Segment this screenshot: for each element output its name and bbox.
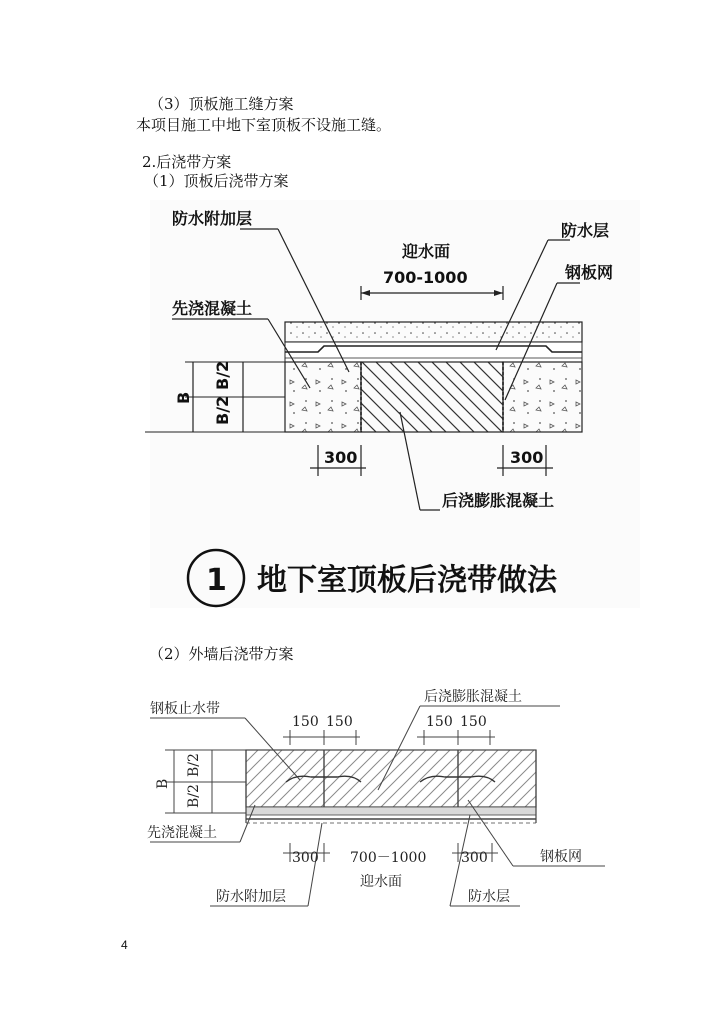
label-steel-mesh: 钢板网 (565, 263, 614, 282)
pre-cast-concrete-right (503, 362, 582, 432)
wall-waterproof-layer (246, 807, 536, 815)
expansion-concrete-band (361, 362, 503, 432)
label-steel-waterstop: 钢板止水带 (150, 701, 220, 717)
figure-exterior-wall-post-pour-band (147, 688, 605, 906)
label-B-half-bottom: B/2 (186, 784, 202, 808)
label-waterproof-layer: 防水层 (561, 221, 610, 240)
heading-roof-post-pour-band: （1）顶板后浇带方案 (144, 172, 289, 190)
paragraph-roof-construction-joint: 本项目施工中地下室顶板不设施工缝。 (136, 116, 392, 134)
label-300-right: 300 (461, 850, 488, 866)
pre-cast-concrete-left (285, 362, 361, 432)
heading-wall-post-pour-band: （2）外墙后浇带方案 (149, 645, 294, 663)
heading-post-pour-band: 2.后浇带方案 (142, 153, 232, 171)
label-300-left: 300 (292, 850, 319, 866)
label-150-a: 150 (292, 714, 319, 730)
label-expansion-concrete: 后浇膨胀混凝土 (442, 491, 555, 510)
caption-number: 1 (206, 563, 227, 598)
label-300-left: 300 (324, 448, 358, 467)
label-150-c: 150 (426, 714, 453, 730)
label-band-width: 700-1000 (383, 268, 468, 287)
label-steel-mesh: 钢板网 (540, 849, 582, 865)
label-B-half-bottom: B/2 (213, 395, 232, 425)
waterproof-layer (285, 342, 582, 362)
label-150-b: 150 (326, 714, 353, 730)
label-band-width: 700－1000 (350, 850, 427, 866)
page-number: 4 (121, 938, 128, 952)
label-B-half-top: B/2 (213, 360, 232, 390)
label-upstream-face: 迎水面 (360, 874, 402, 890)
label-pre-cast-concrete: 先浇混凝土 (147, 825, 217, 841)
label-B-half-top: B/2 (186, 753, 202, 777)
label-300-right: 300 (510, 448, 544, 467)
label-waterproof-extra-layer: 防水附加层 (216, 889, 286, 905)
wall-body (246, 750, 536, 807)
label-expansion-concrete: 后浇膨胀混凝土 (424, 689, 522, 705)
label-waterproof-layer: 防水层 (468, 889, 510, 905)
figure-roof-post-pour-band (145, 200, 640, 608)
label-pre-cast-concrete: 先浇混凝土 (172, 299, 253, 318)
label-B: B (174, 391, 193, 404)
label-150-d: 150 (460, 714, 487, 730)
label-B: B (155, 778, 171, 789)
heading-roof-construction-joint: （3）顶板施工缝方案 (149, 95, 294, 113)
label-upstream-face: 迎水面 (402, 242, 451, 261)
figure-1-caption: 地下室顶板后浇带做法 (257, 563, 557, 598)
label-waterproof-extra-layer: 防水附加层 (172, 209, 253, 228)
